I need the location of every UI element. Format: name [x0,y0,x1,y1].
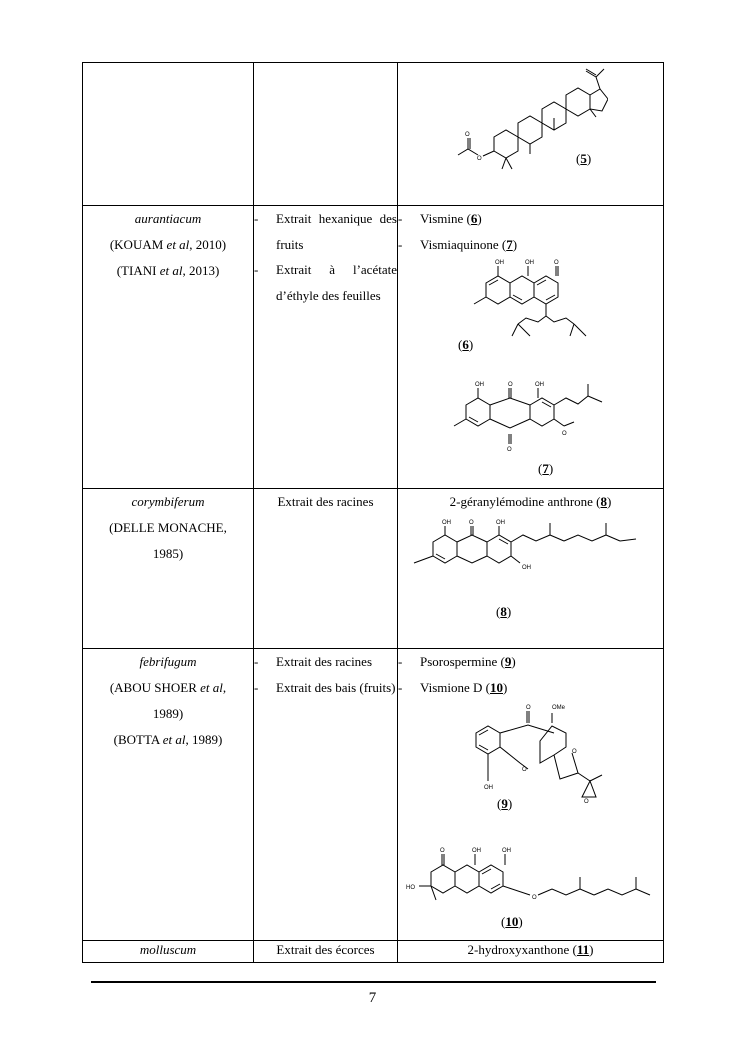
extract-cell [254,63,398,206]
compound-cell [398,489,664,649]
svg-text:O: O [526,705,531,711]
table-row [83,941,664,963]
svg-text:OH: OH [442,520,451,526]
svg-text:OH: OH [496,520,505,526]
extract-item: Extrait des racines [277,494,374,509]
svg-text:O: O [465,132,470,138]
svg-text:OMe: OMe [552,705,566,711]
compound-5-label: (5) [576,151,592,166]
compound-item: - Vismiaquinone (7) [398,232,663,258]
svg-text:OH: OH [472,848,481,854]
svg-text:O: O [469,520,474,526]
footer-rule [91,981,656,983]
svg-text:O: O [584,799,589,805]
reference: 1985) [152,546,184,561]
species-cell [83,63,254,206]
extract-cell [254,489,398,649]
extract-item: - Extrait des bais (fruits) [254,675,397,701]
reference: (ABOU SHOER et al, [109,680,227,695]
svg-text:OH: OH [475,382,484,388]
svg-text:O: O [508,382,513,388]
species-name: molluscum [139,942,197,957]
svg-text:O: O [554,260,559,266]
extract-cell [254,206,398,489]
compound-item: 2-géranylémodine anthrone (8) [449,494,612,509]
svg-text:O: O [507,447,512,453]
svg-text:OH: OH [484,785,493,791]
extract-cell [254,649,398,941]
page-number: 7 [368,990,377,1006]
compound-item: - Psorospermine (9) [398,649,663,675]
extract-item: Extrait des écorces [276,942,375,957]
compound-item: 2-hydroxyxanthone (11) [467,942,594,957]
svg-text:OH: OH [535,382,544,388]
reference: (KOUAM et al, 2010) [109,237,227,252]
compound-8-structure [410,517,660,577]
species-name: febrifugum [139,654,197,669]
species-name: aurantiacum [134,211,202,226]
compound-9-label: (9) [497,796,513,811]
svg-text:OH: OH [495,260,504,266]
reference: (BOTTA et al, 1989) [113,732,223,747]
table-row [83,63,664,206]
species-name: corymbiferum [131,494,205,509]
compound-8-label: (8) [496,604,512,619]
svg-text:O: O [532,895,537,901]
compound-10-structure [406,845,662,915]
svg-text:O: O [572,749,577,755]
compound-cell [398,63,664,206]
species-cell [83,649,254,941]
svg-text:O: O [522,767,527,773]
compound-7-label: (7) [538,461,554,476]
extract-item: - Extrait des racines [254,649,397,675]
compound-6-label: (6) [458,337,474,352]
reference: (TIANI et al, 2013) [116,263,220,278]
species-cell [83,941,254,963]
compound-cell [398,206,664,489]
svg-text:HO: HO [406,885,415,891]
extract-cell [254,941,398,963]
compound-cell [398,941,664,963]
table-row [83,206,664,489]
extract-item: - Extrait hexanique des fruits [254,206,397,257]
extract-item: - Extrait à l’acétate d’éthyle des feuilles [254,257,397,308]
table-row [83,489,664,649]
reference: 1989) [152,706,184,721]
svg-text:O: O [440,848,445,854]
species-table [82,62,664,963]
svg-text:OH: OH [525,260,534,266]
compound-10-label: (10) [501,914,523,929]
species-cell [83,489,254,649]
table-row [83,649,664,941]
compound-6-structure [458,256,608,351]
svg-text:O: O [477,156,482,162]
compound-7-structure [448,378,618,458]
svg-text:OH: OH [502,848,511,854]
compound-item: - Vismine (6) [398,206,663,232]
compound-9-structure [464,701,604,813]
svg-text:O: O [562,431,567,437]
reference: (DELLE MONACHE, [109,520,227,535]
species-cell [83,206,254,489]
compound-cell [398,649,664,941]
svg-text:OH: OH [522,565,531,571]
compound-item: - Vismione D (10) [398,675,663,701]
